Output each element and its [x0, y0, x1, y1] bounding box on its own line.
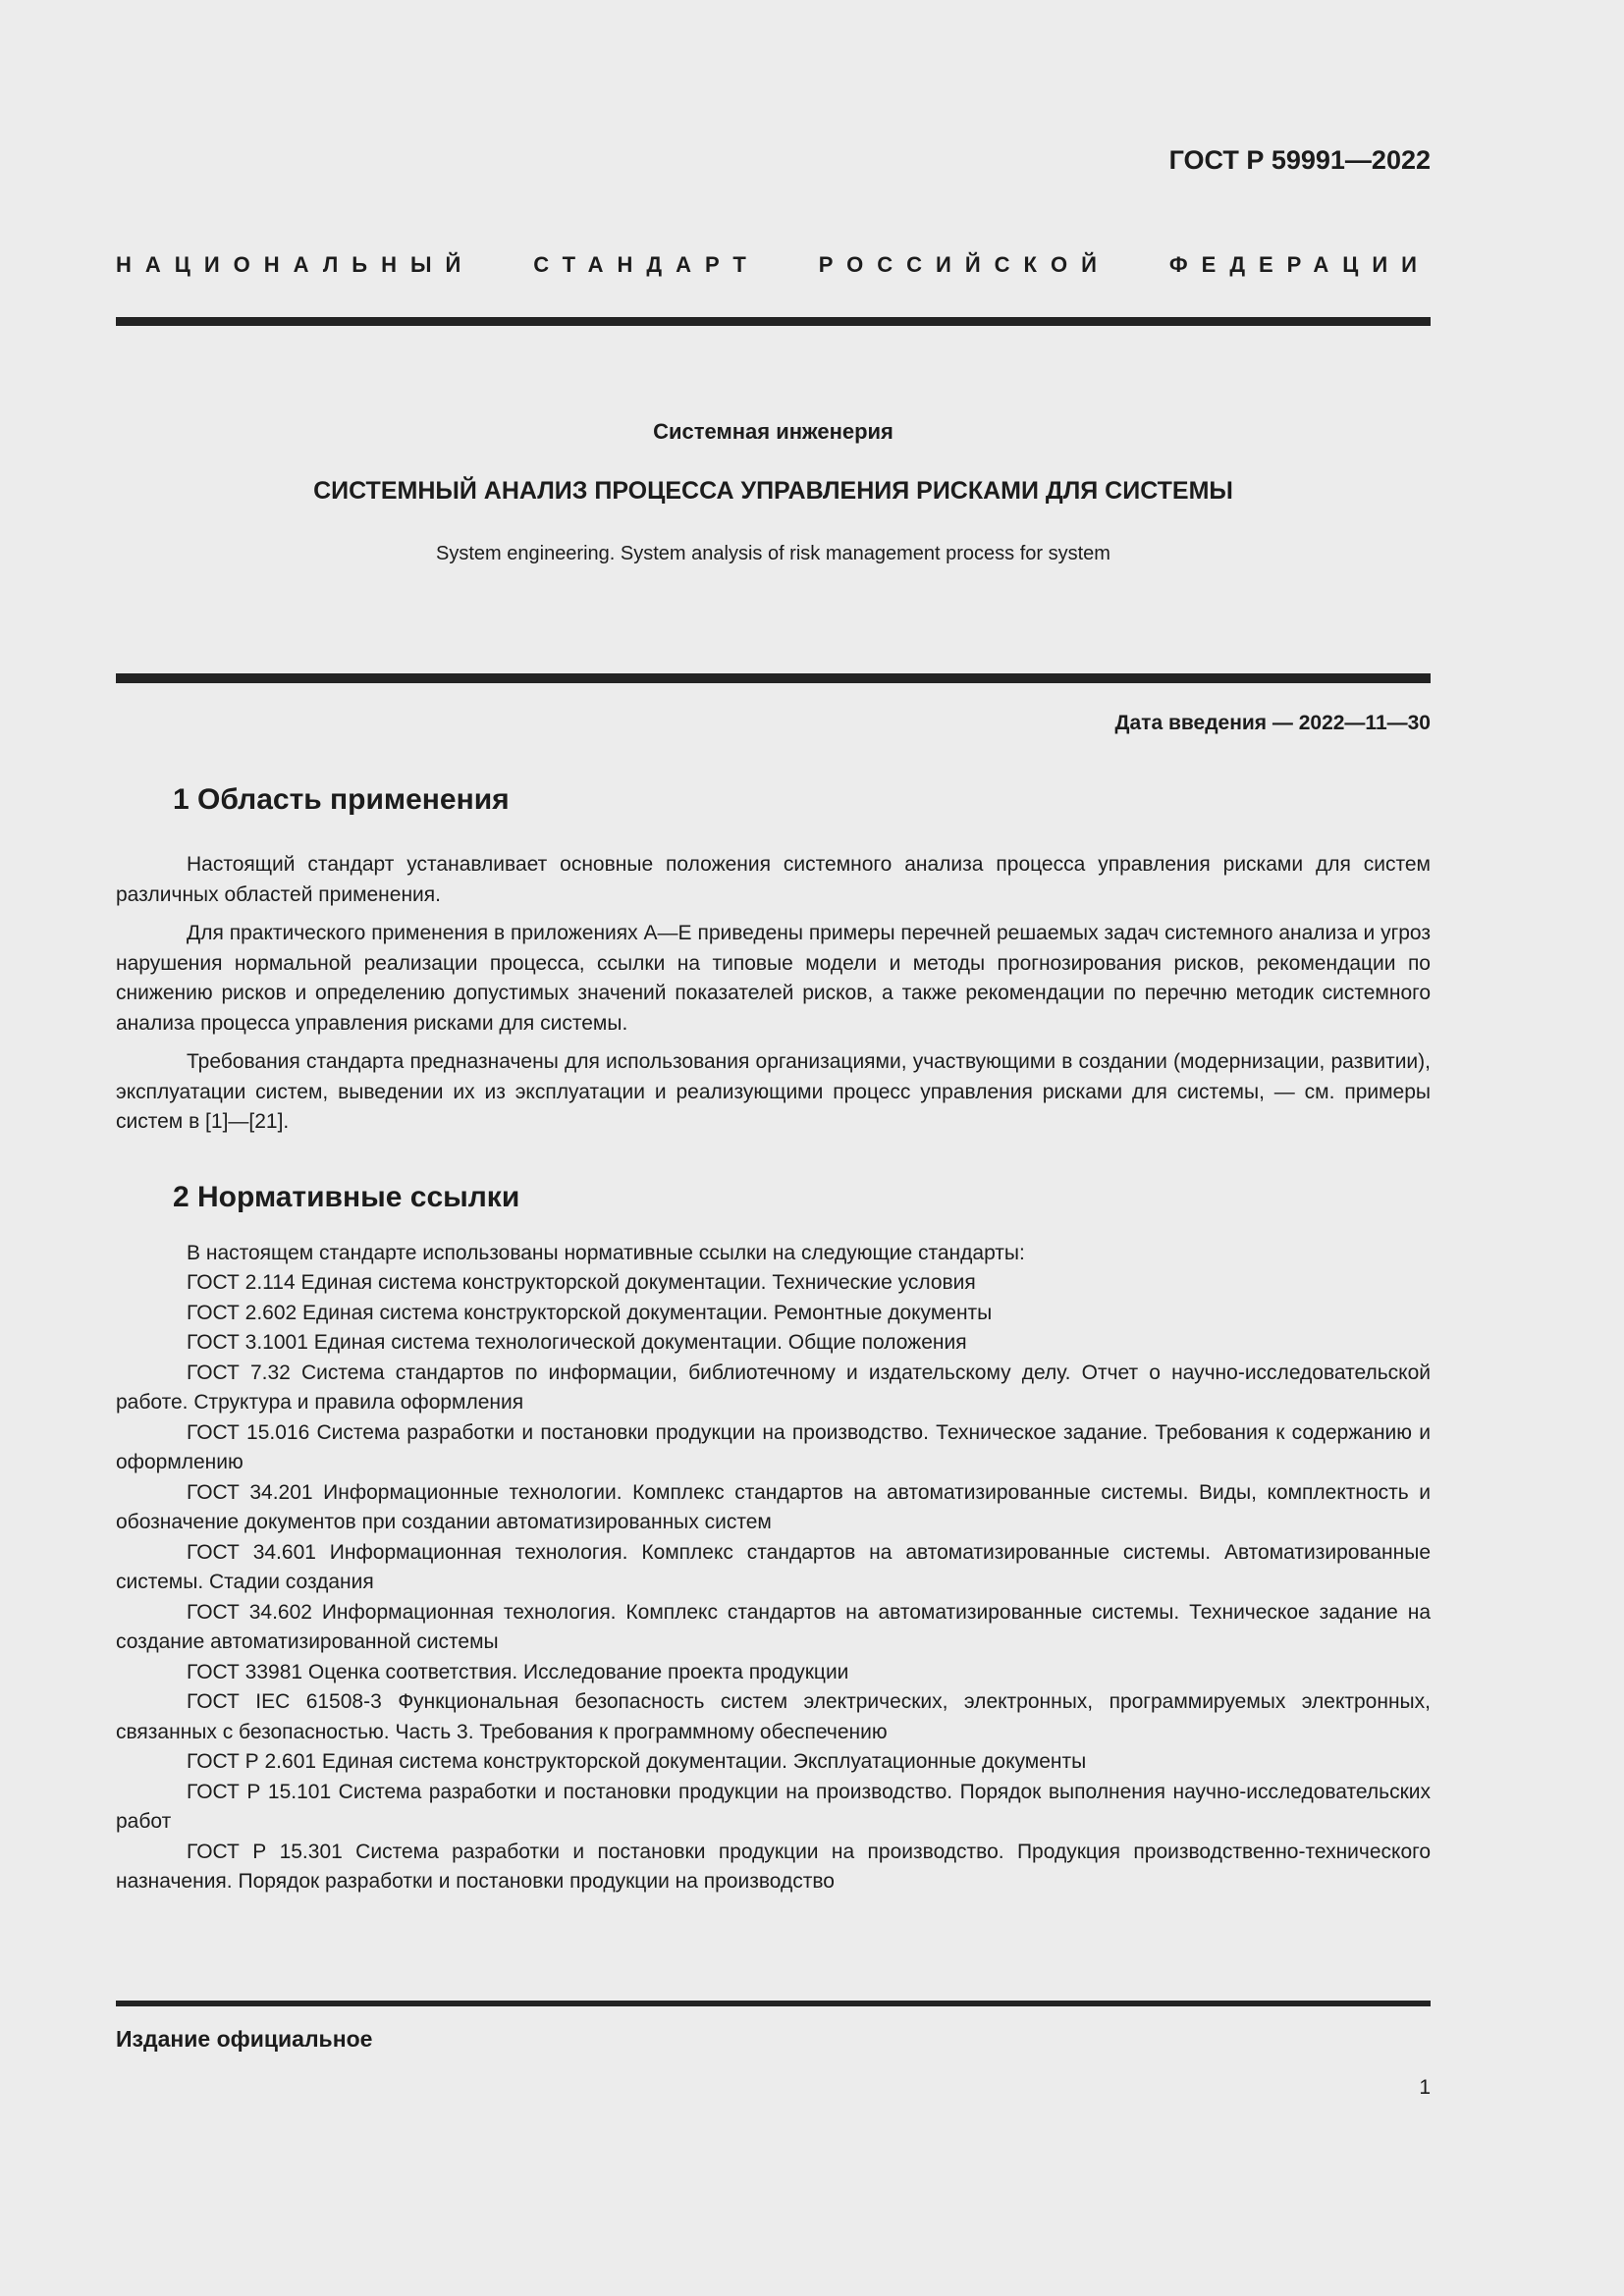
reference-item: ГОСТ 7.32 Система стандартов по информации, библиотечному и издательскому делу. Отчет о научно-исследовательской работе. Структура и правила оформления: [116, 1361, 1431, 1414]
section-references-heading: 2 Нормативные ссылки: [173, 1180, 520, 1213]
section-normative-references: [116, 1180, 1431, 1897]
reference-item: ГОСТ 3.1001 Единая система технологической документации. Общие положения: [187, 1331, 967, 1354]
title-main: СИСТЕМНЫЙ АНАЛИЗ ПРОЦЕССА УПРАВЛЕНИЯ РИСКАМИ ДЛЯ СИСТЕМЫ: [313, 477, 1233, 505]
reference-item: ГОСТ 34.601 Информационная технология. Комплекс стандартов на автоматизированные системы. Автоматизированные системы. Стадии создания: [116, 1540, 1431, 1593]
reference-item: ГОСТ 33981 Оценка соответствия. Исследование проекта продукции: [187, 1660, 849, 1683]
reference-item: ГОСТ Р 2.601 Единая система конструкторской документации. Эксплуатационные документы: [187, 1750, 1087, 1773]
references-intro: В настоящем стандарте использованы нормативные ссылки на следующие стандарты:: [187, 1241, 1025, 1264]
page-number: 1: [1419, 2076, 1431, 2099]
reference-item: ГОСТ 34.602 Информационная технология. Комплекс стандартов на автоматизированные системы. Техническое задание на создание автоматизированной системы: [116, 1600, 1431, 1653]
scope-paragraph: Для практического применения в приложениях А—Е приведены примеры перечней решаемых задач системного анализа и угроз нарушения нормальной реализации процесса, ссылки на типовые модели и методы прогнозирования рисков, рекомендации по снижению рисков и определению допустимых значений показателей рисков, а также рекомендации по перечню методик системного анализа процесса управления рисками для системы.: [116, 922, 1431, 1035]
scope-paragraph: Требования стандарта предназначены для использования организациями, участвующими в создании (модернизации, развитии), эксплуатации систем, выведении их из эксплуатации и реализующими процесс управления рисками для системы, — см. примеры систем в [1]—[21].: [116, 1050, 1431, 1133]
document-number: ГОСТ Р 59991—2022: [1168, 145, 1431, 175]
official-edition-label: Издание официальное: [116, 2026, 373, 2052]
scope-paragraph: Настоящий стандарт устанавливает основные положения системного анализа процесса управления рисками для систем различных областей применения.: [116, 853, 1431, 906]
section-scope-heading: 1 Область применения: [173, 783, 510, 816]
title-rule: [116, 673, 1431, 683]
footer-rule: [116, 2001, 1431, 2006]
effective-date: Дата введения — 2022—11—30: [1114, 712, 1431, 734]
reference-item: ГОСТ 15.016 Система разработки и постановки продукции на производство. Техническое задание. Требования к содержанию и оформлению: [116, 1420, 1431, 1473]
page-footer: [116, 2001, 1431, 2098]
reference-item: ГОСТ IEC 61508-3 Функциональная безопасность систем электрических, электронных, программируемых электронных, связанных с безопасностью. Часть 3. Требования к программному обеспечению: [116, 1690, 1431, 1743]
national-standard-banner: НАЦИОНАЛЬНЫЙ СТАНДАРТ РОССИЙСКОЙ ФЕДЕРАЦИИ: [116, 252, 1431, 277]
reference-item: ГОСТ Р 15.301 Система разработки и постановки продукции на производство. Продукция производственно-технического назначения. Порядок разработки и постановки продукции на производство: [116, 1840, 1431, 1893]
reference-item: ГОСТ 2.602 Единая система конструкторской документации. Ремонтные документы: [187, 1301, 993, 1324]
page-content: [116, 0, 1431, 1897]
title-subject: Системная инженерия: [653, 419, 893, 444]
reference-item: ГОСТ 34.201 Информационные технологии. Комплекс стандартов на автоматизированные системы. Виды, комплектность и обозначение документов при создании автоматизированных систем: [116, 1480, 1431, 1533]
section-scope: [116, 785, 1431, 1138]
header-rule: [116, 317, 1431, 326]
reference-item: ГОСТ Р 15.101 Система разработки и постановки продукции на производство. Порядок выполнения научно-исследовательских работ: [116, 1780, 1431, 1833]
title-english: System engineering. System analysis of risk management process for system: [436, 543, 1110, 564]
reference-item: ГОСТ 2.114 Единая система конструкторской документации. Технические условия: [187, 1271, 976, 1294]
